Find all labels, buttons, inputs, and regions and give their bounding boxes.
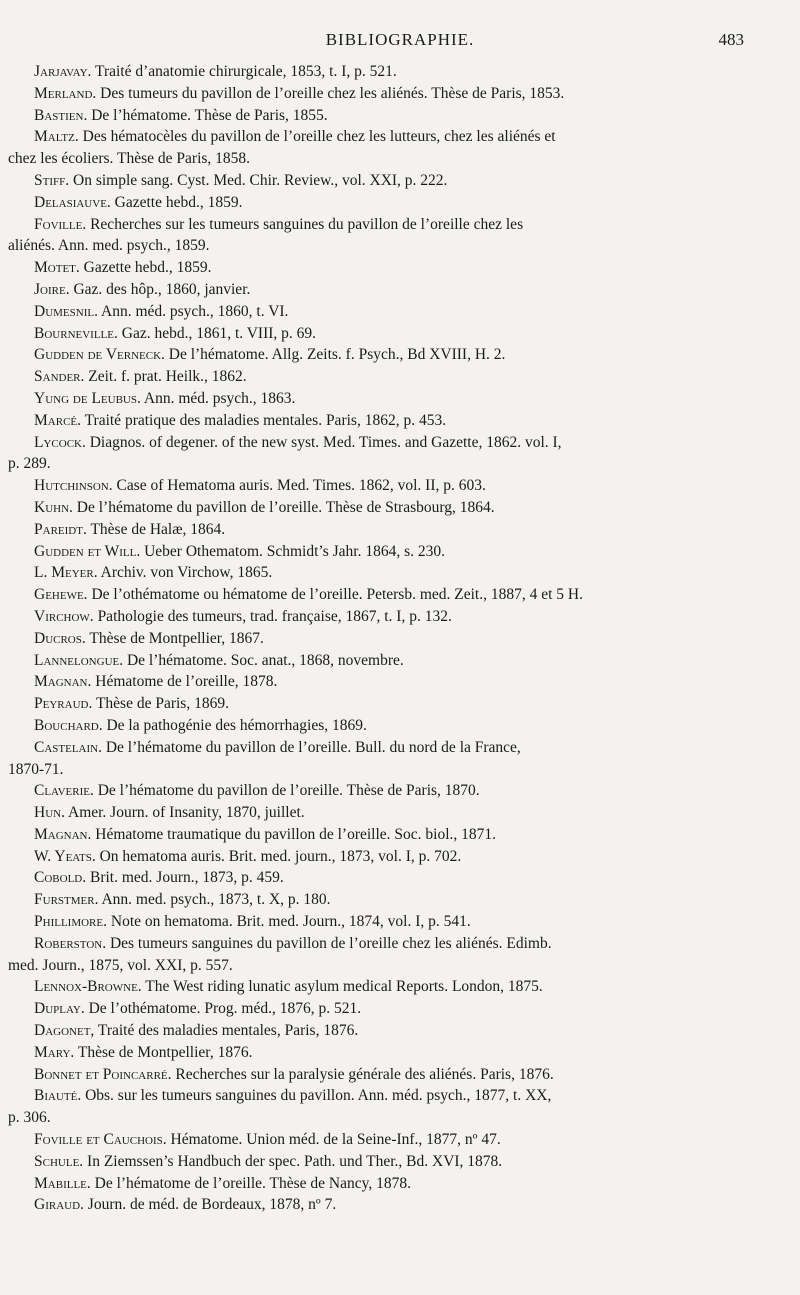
entry-author: Dagonet, xyxy=(34,1022,95,1040)
entry-author: Pareidt. xyxy=(34,520,87,538)
bibliography-entry xyxy=(34,976,732,998)
entry-author: Gudden de Verneck. xyxy=(34,346,165,364)
entry-author: Bonnet et Poincarré. xyxy=(34,1065,172,1083)
entry-author: Ducros. xyxy=(34,629,86,647)
bibliography-entry xyxy=(34,693,732,715)
entry-text: Amer. Journ. of Insanity, 1870, juillet. xyxy=(68,804,305,822)
bibliography-entry xyxy=(34,126,732,148)
entry-text: Hématome. Union méd. de la Seine-Inf., 1877, nº 47. xyxy=(170,1131,501,1149)
bibliography-entry xyxy=(34,61,732,83)
entry-author: Maltz. xyxy=(34,128,79,146)
entry-text: Gazette hebd., 1859. xyxy=(114,193,243,211)
bibliography-entry xyxy=(34,214,732,236)
entry-text: In Ziemssen’s Handbuch der spec. Path. und Ther., Bd. XVI, 1878. xyxy=(87,1152,503,1170)
entry-text: p. 289. xyxy=(8,455,51,473)
bibliography-entry xyxy=(34,1064,732,1086)
entry-text: Note on hematoma. Brit. med. Journ., 1874, vol. I, p. 541. xyxy=(110,913,471,931)
entry-author: W. Yeats. xyxy=(34,847,96,865)
entry-author: Motet. xyxy=(34,259,80,277)
entry-author: Joire. xyxy=(34,280,70,298)
entry-text: Case of Hematoma auris. Med. Times. 1862, vol. II, p. 603. xyxy=(116,477,486,495)
entry-text: The West riding lunatic asylum medical Reports. London, 1875. xyxy=(145,978,543,996)
entry-author: Virchow. xyxy=(34,607,94,625)
bibliography-entry xyxy=(34,170,732,192)
bibliography-entry xyxy=(34,933,732,955)
bibliography-entry-continuation xyxy=(8,453,732,475)
bibliography-entry xyxy=(34,867,732,889)
entry-text: Obs. sur les tumeurs sanguines du pavillon. Ann. méd. psych., 1877, t. XX, xyxy=(85,1087,552,1105)
entry-author: Foville et Cauchois. xyxy=(34,1131,167,1149)
bibliography-entry xyxy=(34,584,732,606)
entry-text: Ueber Othematom. Schmidt’s Jahr. 1864, s. 230. xyxy=(144,542,446,560)
entry-text: Hématome de l’oreille, 1878. xyxy=(95,673,278,691)
bibliography-entry xyxy=(34,410,732,432)
entry-text: aliénés. Ann. med. psych., 1859. xyxy=(8,237,210,255)
bibliography-entry xyxy=(34,83,732,105)
bibliography-entry xyxy=(34,802,732,824)
entry-text: On hematoma auris. Brit. med. journ., 1873, vol. I, p. 702. xyxy=(99,847,462,865)
entry-author: Peyraud. xyxy=(34,695,93,713)
bibliography-entry xyxy=(34,323,732,345)
bibliography-entry-continuation xyxy=(8,955,732,977)
entry-text: Thèse de Halæ, 1864. xyxy=(90,520,226,538)
bibliography-entry xyxy=(34,1194,732,1216)
bibliography-entry xyxy=(34,257,732,279)
bibliography-entry xyxy=(34,344,732,366)
entry-text: Thèse de Montpellier, 1876. xyxy=(77,1043,253,1061)
entry-text: De l’hématome du pavillon de l’oreille. Bull. du nord de la France, xyxy=(105,738,521,756)
bibliography-entry xyxy=(34,432,732,454)
entry-author: Roberston. xyxy=(34,934,107,952)
bibliography-entry xyxy=(34,1173,732,1195)
entry-text: p. 306. xyxy=(8,1109,51,1127)
entry-text: De l’hématome du pavillon de l’oreille. Thèse de Strasbourg, 1864. xyxy=(76,498,495,516)
bibliography-entry xyxy=(34,519,732,541)
entry-author: Lannelongue. xyxy=(34,651,124,669)
entry-text: Gazette hebd., 1859. xyxy=(83,259,212,277)
bibliography-entry-continuation xyxy=(8,235,732,257)
entry-text: Traité des maladies mentales, Paris, 1876. xyxy=(97,1022,359,1040)
entry-text: Brit. med. Journ., 1873, p. 459. xyxy=(89,869,284,887)
entry-text: De l’hématome du pavillon de l’oreille. Thèse de Paris, 1870. xyxy=(97,782,480,800)
entry-text: De l’hématome. Allg. Zeits. f. Psych., Bd XVIII, H. 2. xyxy=(168,346,506,364)
entry-text: De la pathogénie des hémorrhagies, 1869. xyxy=(106,716,367,734)
bibliography-entry xyxy=(34,846,732,868)
entry-text: Thèse de Montpellier, 1867. xyxy=(89,629,264,647)
entry-text: De l’hématome. Thèse de Paris, 1855. xyxy=(91,106,328,124)
bibliography-entry-continuation xyxy=(8,759,732,781)
bibliography-entry xyxy=(34,780,732,802)
entry-text: 1870-71. xyxy=(8,760,64,778)
bibliography-entry xyxy=(34,911,732,933)
entry-text: De l’hématome. Soc. anat., 1868, novembre. xyxy=(126,651,404,669)
bibliography-entry xyxy=(34,475,732,497)
entry-text: Des tumeurs sanguines du pavillon de l’oreille chez les aliénés. Edimb. xyxy=(109,934,552,952)
bibliography-entry xyxy=(34,301,732,323)
entry-author: Bastien. xyxy=(34,106,88,124)
entry-author: Duplay. xyxy=(34,1000,85,1018)
bibliography-entry xyxy=(34,1151,732,1173)
entry-author: Lycock. xyxy=(34,433,86,451)
entry-text: On simple sang. Cyst. Med. Chir. Review., vol. XXI, p. 222. xyxy=(73,171,448,189)
bibliography-entry xyxy=(34,606,732,628)
bibliography-entry xyxy=(34,541,732,563)
entry-text: Recherches sur la paralysie générale des aliénés. Paris, 1876. xyxy=(175,1065,554,1083)
running-title: BIBLIOGRAPHIE. xyxy=(325,30,475,49)
entry-text: Traité pratique des maladies mentales. Paris, 1862, p. 453. xyxy=(84,411,447,429)
bibliography-entry xyxy=(34,628,732,650)
entry-author: Hutchinson. xyxy=(34,477,113,495)
entry-text: Ann. méd. psych., 1860, t. VI. xyxy=(101,302,289,320)
entry-author: Hun. xyxy=(34,804,65,822)
bibliography-entry xyxy=(34,192,732,214)
entry-text: Archiv. von Virchow, 1865. xyxy=(100,564,273,582)
entry-text: Des hématocèles du pavillon de l’oreille chez les lutteurs, chez les aliénés et xyxy=(82,128,556,146)
entry-author: Biauté. xyxy=(34,1087,82,1105)
bibliography-entry-continuation xyxy=(8,148,732,170)
entry-text: Pathologie des tumeurs, trad. française, 1867, t. I, p. 132. xyxy=(97,607,452,625)
bibliography-entry xyxy=(34,998,732,1020)
bibliography-entry xyxy=(34,1129,732,1151)
entry-author: Marcé. xyxy=(34,411,81,429)
entry-text: De l’othématome. Prog. méd., 1876, p. 521. xyxy=(88,1000,362,1018)
entry-author: Delasiauve. xyxy=(34,193,111,211)
entry-author: Schule. xyxy=(34,1152,84,1170)
entry-author: Yung de Leubus. xyxy=(34,389,141,407)
entry-author: Jarjavay. xyxy=(34,63,92,80)
bibliography-entry xyxy=(34,366,732,388)
entry-author: Foville. xyxy=(34,215,87,233)
bibliography-entry xyxy=(34,1020,732,1042)
bibliography-entry xyxy=(34,824,732,846)
bibliography-entry xyxy=(34,1042,732,1064)
entry-text: Recherches sur les tumeurs sanguines du pavillon de l’oreille chez les xyxy=(90,215,524,233)
entry-text: Gaz. hebd., 1861, t. VIII, p. 69. xyxy=(121,324,317,342)
entry-author: Castelain. xyxy=(34,738,102,756)
entry-author: Bourneville. xyxy=(34,324,118,342)
entry-author: Magnan. xyxy=(34,673,92,691)
bibliography-entry xyxy=(34,1085,732,1107)
entry-author: Mabille. xyxy=(34,1174,91,1192)
entry-author: Merland. xyxy=(34,84,97,102)
entry-text: Diagnos. of degener. of the new syst. Med. Times. and Gazette, 1862. vol. I, xyxy=(89,433,562,451)
entry-author: Gudden et Will. xyxy=(34,542,141,560)
bibliography-entry xyxy=(34,105,732,127)
bibliography-list xyxy=(8,61,732,1216)
entry-author: Lennox-Browne. xyxy=(34,978,142,996)
entry-author: Magnan. xyxy=(34,825,92,843)
entry-text: Ann. med. psych., 1873, t. X, p. 180. xyxy=(101,891,331,909)
entry-author: Giraud. xyxy=(34,1196,84,1214)
bibliography-entry xyxy=(34,889,732,911)
bibliography-entry xyxy=(34,715,732,737)
page-number: 483 xyxy=(718,30,744,49)
entry-author: Dumesnil. xyxy=(34,302,98,320)
bibliography-entry xyxy=(34,562,732,584)
entry-author: Furstmer. xyxy=(34,891,99,909)
entry-author: L. Meyer. xyxy=(34,564,98,582)
bibliography-entry xyxy=(34,650,732,672)
entry-text: Gaz. des hôp., 1860, janvier. xyxy=(73,280,251,298)
entry-text: De l’othématome ou hématome de l’oreille. Petersb. med. Zeit., 1887, 4 et 5 H. xyxy=(91,586,583,604)
bibliography-entry xyxy=(34,737,732,759)
entry-author: Bouchard. xyxy=(34,716,103,734)
entry-text: Hématome traumatique du pavillon de l’oreille. Soc. biol., 1871. xyxy=(95,825,497,843)
entry-text: Thèse de Paris, 1869. xyxy=(95,695,229,713)
entry-author: Claverie. xyxy=(34,782,94,800)
entry-text: De l’hématome de l’oreille. Thèse de Nancy, 1878. xyxy=(94,1174,411,1192)
entry-author: Stiff. xyxy=(34,171,70,189)
entry-author: Gehewe. xyxy=(34,586,88,604)
entry-text: Journ. de méd. de Bordeaux, 1878, nº 7. xyxy=(87,1196,337,1214)
bibliography-entry xyxy=(34,388,732,410)
entry-author: Phillimore. xyxy=(34,913,107,931)
entry-text: Zeit. f. prat. Heilk., 1862. xyxy=(88,368,247,386)
entry-text: Traité d’anatomie chirurgicale, 1853, t. I, p. 521. xyxy=(95,63,397,80)
entry-author: Mary. xyxy=(34,1043,75,1061)
entry-text: med. Journ., 1875, vol. XXI, p. 557. xyxy=(8,956,233,974)
bibliography-entry xyxy=(34,279,732,301)
bibliography-entry-continuation xyxy=(8,1107,732,1129)
entry-text: Ann. méd. psych., 1863. xyxy=(143,389,296,407)
bibliography-entry xyxy=(34,671,732,693)
page-header xyxy=(34,26,766,56)
entry-text: chez les écoliers. Thèse de Paris, 1858. xyxy=(8,150,251,168)
entry-author: Sander. xyxy=(34,368,85,386)
entry-text: Des tumeurs du pavillon de l’oreille chez les aliénés. Thèse de Paris, 1853. xyxy=(100,84,565,102)
entry-author: Kuhn. xyxy=(34,498,73,516)
entry-author: Cobold. xyxy=(34,869,87,887)
bibliography-entry xyxy=(34,497,732,519)
